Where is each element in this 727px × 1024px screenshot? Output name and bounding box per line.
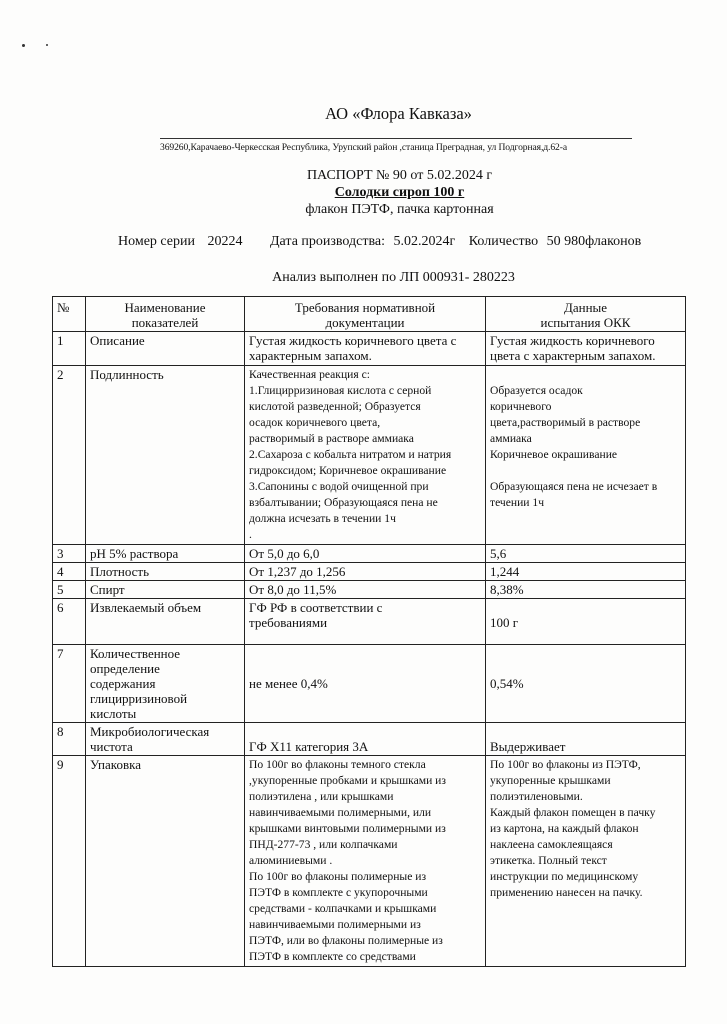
table-row <box>53 332 686 366</box>
requirement-cell: Густая жидкость коричневого цвета с характерным запахом. <box>245 332 486 366</box>
table-row <box>53 645 686 723</box>
header-name: Наименование показателей <box>86 297 245 332</box>
quantity-value: 50 980флаконов <box>546 234 642 249</box>
test-result-cell: Выдерживает <box>486 723 686 756</box>
company-address: 369260,Карачаево-Черкесская Республика, Урупский район ,станица Преградная, ул Подгорная,д.62-а <box>160 142 567 153</box>
header-test-data: Данные испытания ОКК <box>486 297 686 332</box>
row-number: 7 <box>53 645 86 723</box>
table-row <box>53 545 686 563</box>
test-result-cell: 100 г <box>486 599 686 645</box>
row-number: 2 <box>53 366 86 545</box>
analysis-reference: Анализ выполнен по ЛП 000931- 280223 <box>272 270 515 285</box>
test-result-cell: 5,6 <box>486 545 686 563</box>
indicator-name: pH 5% раствора <box>86 545 245 563</box>
requirement-cell: От 1,237 до 1,256 <box>245 563 486 581</box>
batch-info-line <box>118 234 641 250</box>
table-row <box>53 756 686 967</box>
test-results-table <box>52 296 686 967</box>
header-num: № <box>53 297 86 332</box>
test-result-cell: Густая жидкость коричневого цвета с характерным запахом. <box>486 332 686 366</box>
row-number: 8 <box>53 723 86 756</box>
row-number: 4 <box>53 563 86 581</box>
table-row <box>53 563 686 581</box>
requirement-cell: ГФ Х11 категория 3А <box>245 723 486 756</box>
test-result-cell: По 100г во флаконы из ПЭТФ, укупоренные крышками полиэтиленовыми. Каждый флакон помещен в пачку из картона, на каждый флакон наклеена самоклеящаяся этикетка. Полный текст инструкции по медицинскому применению нанесен на пачку. <box>486 756 686 967</box>
indicator-name: Количественное определение содержания глицирризиновой кислоты <box>86 645 245 723</box>
table-row <box>53 599 686 645</box>
test-result-cell: 0,54% <box>486 645 686 723</box>
requirement-cell: не менее 0,4% <box>245 645 486 723</box>
table-row <box>53 723 686 756</box>
serial-value: 20224 <box>207 234 243 249</box>
quantity-label: Количество <box>468 234 539 249</box>
indicator-name: Спирт <box>86 581 245 599</box>
test-result-cell: 1,244 <box>486 563 686 581</box>
company-name: АО «Флора Кавказа» <box>325 104 472 123</box>
requirement-cell: От 5,0 до 6,0 <box>245 545 486 563</box>
header-requirements: Требования нормативной документации <box>245 297 486 332</box>
indicator-name: Описание <box>86 332 245 366</box>
row-number: 3 <box>53 545 86 563</box>
production-date-value: 5.02.2024г <box>393 234 456 249</box>
table-header-row <box>53 297 686 332</box>
indicator-name: Микробиологическая чистота <box>86 723 245 756</box>
serial-label: Номер серии <box>118 234 195 249</box>
row-number: 5 <box>53 581 86 599</box>
row-number: 9 <box>53 756 86 967</box>
indicator-name: Подлинность <box>86 366 245 545</box>
scan-speck <box>22 44 25 47</box>
passport-title: ПАСПОРТ № 90 от 5.02.2024 г <box>306 168 493 183</box>
requirement-cell: ГФ РФ в соответствии с требованиями <box>245 599 486 645</box>
row-number: 1 <box>53 332 86 366</box>
requirement-cell: Качественная реакция с: 1.Глицирризиновая кислота с серной кислотой разведенной; Образуется осадок коричневого цвета, растворимый в растворе аммиака 2.Сахароза с кобальта нитратом и натрия гидроксидом; Коричневое окрашивание 3.Сапонины с водой очищенной при взбалтывании; Образующаяся пена не должна исчезать в течении 1ч . <box>245 366 486 545</box>
test-result-cell: 8,38% <box>486 581 686 599</box>
row-number: 6 <box>53 599 86 645</box>
indicator-name: Плотность <box>86 563 245 581</box>
scan-speck <box>46 44 48 46</box>
requirement-cell: По 100г во флаконы темного стекла ,укупоренные пробками и крышками из полиэтилена , или крышками навинчиваемыми полимерными, или крышками винтовыми полимерными из ПНД-277-73 , или колпачками алюминиевыми . По 100г во флаконы полимерные из ПЭТФ в комплекте с укупорочными средствами - колпачками и крышками навинчиваемыми полимерными из ПЭТФ, или во флаконы полимерные из ПЭТФ в комплекте со средствами <box>245 756 486 967</box>
requirement-cell: От 8,0 до 11,5% <box>245 581 486 599</box>
indicator-name: Извлекаемый объем <box>86 599 245 645</box>
production-date-label: Дата производства: <box>270 234 386 249</box>
test-result-cell: Образуется осадок коричневого цвета,растворимый в растворе аммиака Коричневое окрашивание Образующаяся пена не исчезает в течении 1ч <box>486 366 686 545</box>
indicator-name: Упаковка <box>86 756 245 967</box>
packaging-type: флакон ПЭТФ, пачка картонная <box>305 202 494 217</box>
address-divider <box>160 138 632 139</box>
table-row <box>53 581 686 599</box>
table-row <box>53 366 686 545</box>
product-name: Солодки сироп 100 г <box>334 185 465 200</box>
